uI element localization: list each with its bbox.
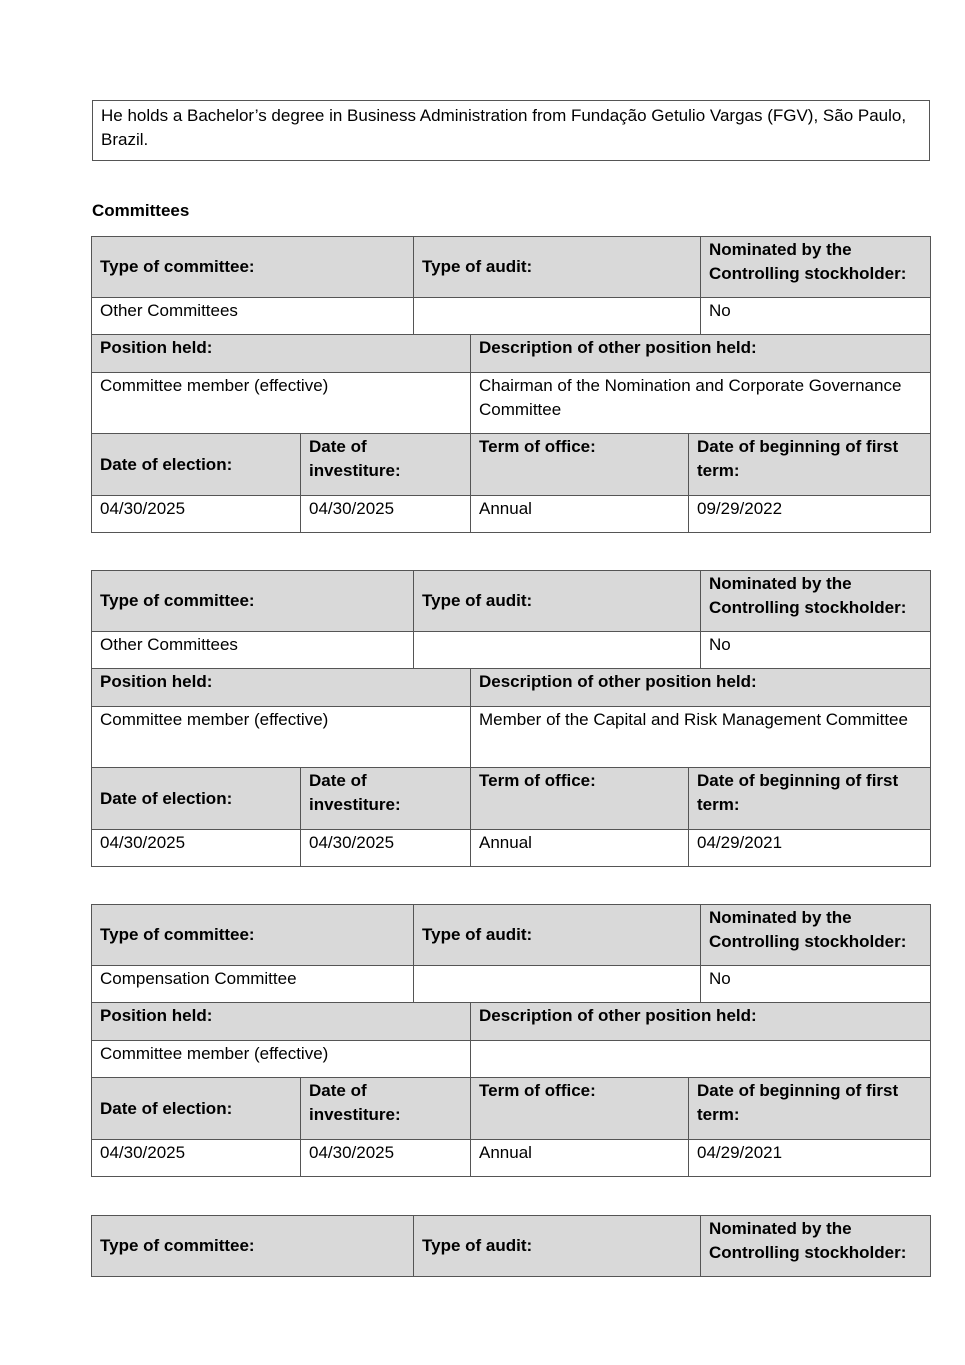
type-of-committee-header: Type of committee: (91, 1215, 414, 1277)
type-of-committee-value: Compensation Committee (91, 965, 414, 1003)
position-held-value: Committee member (effective) (91, 706, 471, 768)
date-of-investiture-header: Date of investiture: (300, 1077, 471, 1140)
date-of-beginning-value: 09/29/2022 (688, 495, 931, 533)
term-of-office-header: Term of office: (470, 433, 689, 496)
date-of-investiture-value: 04/30/2025 (300, 495, 471, 533)
type-of-audit-header: Type of audit: (413, 1215, 701, 1277)
date-of-beginning-header: Date of beginning of first term: (688, 433, 931, 496)
date-of-election-value: 04/30/2025 (91, 829, 301, 867)
date-of-election-value: 04/30/2025 (91, 1139, 301, 1177)
term-of-office-value: Annual (470, 1139, 689, 1177)
term-of-office-value: Annual (470, 829, 689, 867)
date-of-investiture-header: Date of investiture: (300, 767, 471, 830)
type-of-audit-value (413, 297, 701, 335)
description-other-position-value: Chairman of the Nomination and Corporate Governance Committee (470, 372, 931, 434)
position-held-header: Position held: (91, 668, 471, 707)
description-other-position-value: Member of the Capital and Risk Management Committee (470, 706, 931, 768)
term-of-office-value: Annual (470, 495, 689, 533)
nominated-header: Nominated by the Controlling stockholder: (700, 1215, 931, 1277)
position-held-value: Committee member (effective) (91, 1040, 471, 1078)
date-of-investiture-value: 04/30/2025 (300, 829, 471, 867)
type-of-committee-header: Type of committee: (91, 570, 414, 632)
date-of-beginning-value: 04/29/2021 (688, 829, 931, 867)
date-of-election-value: 04/30/2025 (91, 495, 301, 533)
type-of-committee-header: Type of committee: (91, 236, 414, 298)
type-of-audit-header: Type of audit: (413, 904, 701, 966)
committee-table (92, 571, 932, 867)
biography-text: He holds a Bachelor’s degree in Business Administration from Fundação Getulio Vargas (FGV), São Paulo, Brazil. (92, 100, 930, 161)
type-of-audit-header: Type of audit: (413, 236, 701, 298)
type-of-committee-header: Type of committee: (91, 904, 414, 966)
description-other-position-header: Description of other position held: (470, 334, 931, 373)
nominated-value: No (700, 297, 931, 335)
date-of-investiture-header: Date of investiture: (300, 433, 471, 496)
date-of-beginning-header: Date of beginning of first term: (688, 1077, 931, 1140)
position-held-header: Position held: (91, 1002, 471, 1041)
term-of-office-header: Term of office: (470, 1077, 689, 1140)
nominated-header: Nominated by the Controlling stockholder: (700, 570, 931, 632)
type-of-audit-value (413, 631, 701, 669)
term-of-office-header: Term of office: (470, 767, 689, 830)
description-other-position-header: Description of other position held: (470, 668, 931, 707)
description-other-position-value (470, 1040, 931, 1078)
position-held-value: Committee member (effective) (91, 372, 471, 434)
type-of-committee-value: Other Committees (91, 297, 414, 335)
date-of-election-header: Date of election: (91, 767, 301, 830)
position-held-header: Position held: (91, 334, 471, 373)
committee-table (92, 1216, 932, 1277)
date-of-beginning-header: Date of beginning of first term: (688, 767, 931, 830)
date-of-election-header: Date of election: (91, 433, 301, 496)
type-of-committee-value: Other Committees (91, 631, 414, 669)
nominated-value: No (700, 965, 931, 1003)
nominated-header: Nominated by the Controlling stockholder: (700, 904, 931, 966)
nominated-value: No (700, 631, 931, 669)
date-of-beginning-value: 04/29/2021 (688, 1139, 931, 1177)
committees-heading: Committees (92, 201, 190, 220)
type-of-audit-value (413, 965, 701, 1003)
date-of-election-header: Date of election: (91, 1077, 301, 1140)
nominated-header: Nominated by the Controlling stockholder: (700, 236, 931, 298)
date-of-investiture-value: 04/30/2025 (300, 1139, 471, 1177)
description-other-position-header: Description of other position held: (470, 1002, 931, 1041)
type-of-audit-header: Type of audit: (413, 570, 701, 632)
committee-table (92, 237, 932, 533)
committee-table (92, 905, 932, 1177)
